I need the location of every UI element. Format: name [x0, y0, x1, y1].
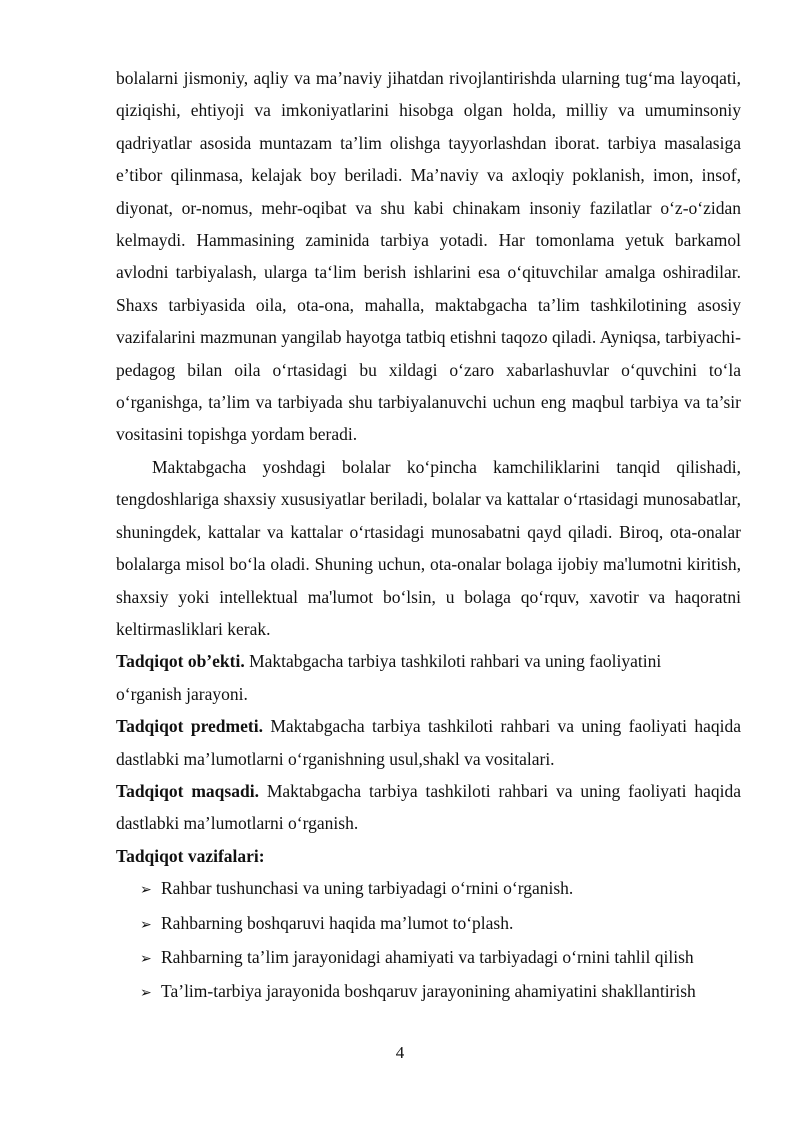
body-paragraph-1: bolalarni jismoniy, aqliy va ma’naviy jihatdan rivojlantirishda ularning tug‘ma layoqati, qiziqishi, ehtiyoji va imkoniyatlarini hisobga olgan holda, milliy va umuminsoniy qadriyatlar asosida muntazam ta’lim olishga tayyorlashdan iborat. tarbiya masalasiga e’tibor qilinmasa, kelajak boy beriladi. Ma’naviy va axloqiy poklanish, imon, insof, diyonat, or-nomus, mehr-oqibat va shu kabi chinakam insoniy fazilatlar o‘z-o‘zidan kelmaydi. Hammasining zaminida tarbiya yotadi. Har tomonlama yetuk barkamol avlodni tarbiyalash, ularga ta‘lim berish ishlarini esa o‘qituvchilar amalga oshiradilar. Shaxs tarbiyasida oila, ota-ona, mahalla, maktabgacha ta’lim tashkilotining asosiy vazifalarini mazmunan yangilab hayotga tatbiq etishni taqozo qiladi. Ayniqsa, tarbiyachi-pedagog bilan oila o‘rtasidagi bu xildagi o‘zaro xabarlashuvlar o‘quvchini to‘la o‘rganishga, ta’lim va tarbiyada shu tarbiyalanuvchi uchun eng maqbul tarbiya va ta’sir vositasini topishga yordam beradi.	[116, 68, 741, 445]
research-object-text-line2: o‘rganish jarayoni.	[116, 683, 248, 704]
research-goal-text: Maktabgacha tarbiya tashkiloti rahbari va uning faoliyati haqida dastlabki ma’lumotlarni o‘rganish.	[116, 780, 742, 834]
page-number: 4	[395, 1043, 405, 1062]
document-page	[116, 62, 741, 1010]
research-subject-section	[116, 710, 741, 775]
research-goal-label: Tadqiqot maqsadi.	[116, 780, 259, 801]
task-text: Rahbarning ta’lim jarayonidagi ahamiyati va tarbiyadagi o‘rnini tahlil qilish	[161, 946, 694, 967]
task-text: Rahbarning boshqaruvi haqida ma’lumot to‘plash.	[161, 912, 514, 933]
research-object-label: Tadqiqot ob’ekti.	[116, 651, 245, 672]
arrow-bullet-icon: ➢	[140, 985, 152, 1002]
research-subject-text: Maktabgacha tarbiya tashkiloti rahbari va uning faoliyati haqida dastlabki ma’lumotlarni o‘rganishning usul,shakl va vositalari.	[116, 716, 741, 769]
list-item	[140, 941, 741, 975]
list-item	[140, 872, 741, 906]
research-object-section	[116, 645, 741, 710]
body-paragraph-2: Maktabgacha yoshdagi bolalar ko‘pincha kamchiliklarini tanqid qilishadi, tengdoshlariga shaxsiy xususiyatlar beriladi, bolalar va kattalar o‘rtasidagi munosabatlar, shuningdek, kattalar va kattalar o‘rtasidagi munosabatni qayd qiladi. Biroq, ota-onalar bolalarga misol bo‘la oladi. Shuning uchun, ota-onalar bolaga ijobiy ma'lumotni kiritish, shaxsiy yoki intellektual ma'lumot bo‘lsin, u bolaga qo‘rquv, xavotir va haqoratni keltirmasliklari kerak.	[116, 456, 741, 639]
arrow-bullet-icon: ➢	[140, 882, 152, 899]
task-text: Ta’lim-tarbiya jarayonida boshqaruv jarayonining ahamiyatini shakllantirish	[161, 981, 696, 1002]
arrow-bullet-icon: ➢	[140, 916, 152, 933]
list-item	[140, 907, 741, 941]
research-tasks-heading: Tadqiqot vazifalari:	[116, 845, 265, 866]
arrow-bullet-icon: ➢	[140, 950, 152, 967]
task-text: Rahbar tushunchasi va uning tarbiyadagi o‘rnini o‘rganish.	[161, 878, 574, 899]
research-object-text-line1: Maktabgacha tarbiya tashkiloti rahbari va uning faoliyatini	[244, 651, 662, 672]
research-subject-label: Tadqiqot predmeti.	[116, 716, 263, 737]
list-item	[140, 975, 741, 1009]
research-goal-section	[116, 775, 741, 840]
research-tasks-list	[116, 872, 741, 1010]
